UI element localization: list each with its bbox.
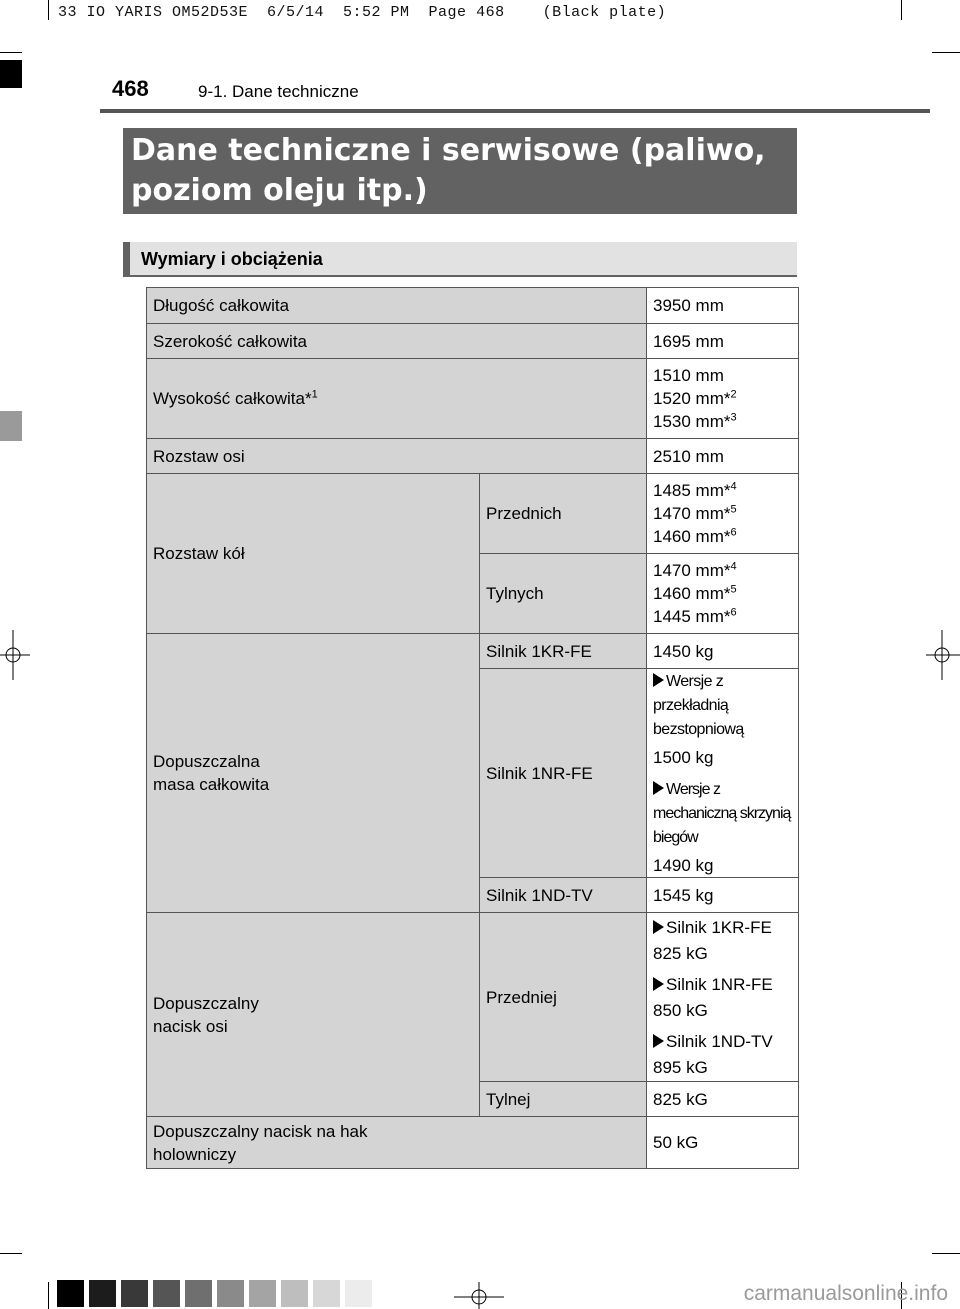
triangle-bullet-icon <box>653 920 664 934</box>
row-label: Szerokość całkowita <box>147 324 647 359</box>
row-value: 50 kG <box>647 1117 799 1169</box>
footnote-ref: 4 <box>730 480 737 493</box>
color-swatch <box>313 1280 340 1307</box>
triangle-bullet-icon <box>653 1034 664 1048</box>
crop-mark <box>0 1253 22 1254</box>
registration-mark-icon <box>924 630 960 680</box>
color-swatch <box>217 1280 244 1307</box>
row-label <box>147 1117 647 1169</box>
row-value: 3950 mm <box>647 288 799 324</box>
dimensions-table <box>146 287 799 1169</box>
color-swatch <box>89 1280 116 1307</box>
value-text: 1530 mm* <box>653 412 731 431</box>
page-number: 468 <box>112 76 149 101</box>
row-value: 1450 kg <box>647 634 799 669</box>
sub-label: Tylnych <box>480 554 647 634</box>
edge-tab-black <box>0 60 22 88</box>
table-row <box>147 439 799 474</box>
option-value: 850 kG <box>653 1000 708 1020</box>
option-value: 825 kG <box>653 943 708 963</box>
label-line: masa całkowita <box>153 775 270 794</box>
option-label: Silnik 1KR-FE <box>666 917 772 937</box>
page-title-line: poziom oleju itp.) <box>131 173 428 208</box>
table-row <box>147 913 799 1082</box>
registration-mark-icon <box>454 1282 504 1309</box>
value-line <box>653 502 792 525</box>
row-value <box>647 359 799 439</box>
color-swatch <box>345 1280 372 1307</box>
option-line <box>653 973 792 996</box>
value-text: 1460 mm* <box>653 527 731 546</box>
label-line: nacisk osi <box>153 1016 228 1036</box>
row-label: Rozstaw osi <box>147 439 647 474</box>
sub-label: Silnik 1NR-FE <box>480 669 647 878</box>
header-rule <box>100 109 930 113</box>
value-line: 1510 mm <box>653 366 724 385</box>
subsection-rule <box>123 275 797 277</box>
value-line <box>653 410 792 433</box>
footnote-ref: 2 <box>730 388 737 401</box>
triangle-bullet-icon <box>653 781 664 795</box>
sub-label: Przednich <box>480 474 647 554</box>
color-swatch <box>121 1280 148 1307</box>
table-row <box>147 359 799 439</box>
option-value: 1490 kg <box>653 856 714 875</box>
row-value <box>647 913 799 1082</box>
section-label: 9-1. Dane techniczne <box>198 82 359 101</box>
crop-mark <box>48 1282 49 1309</box>
footnote-ref: 1 <box>311 388 318 401</box>
print-slug: 33 IO YARIS OM52D53E 6/5/14 5:52 PM Page 468 (Black plate) <box>58 4 667 21</box>
value-text: 1485 mm* <box>653 481 731 500</box>
watermark: carmanualsonline.info <box>743 1282 948 1305</box>
color-swatch <box>185 1280 212 1307</box>
page-title-line: Dane techniczne i serwisowe (paliwo, <box>131 133 766 168</box>
option-line <box>653 916 792 939</box>
option-line <box>653 1030 792 1053</box>
row-value: 2510 mm <box>647 439 799 474</box>
color-calibration-bar <box>57 1280 372 1307</box>
crop-mark <box>0 52 22 53</box>
page-title <box>123 128 797 214</box>
sub-label: Silnik 1ND-TV <box>480 878 647 913</box>
footnote-ref: 6 <box>730 526 737 539</box>
value-text: 1470 mm* <box>653 504 731 523</box>
label-line: holowniczy <box>153 1144 237 1164</box>
value-text: 1460 mm* <box>653 584 731 603</box>
value-line <box>653 559 792 582</box>
color-swatch <box>249 1280 276 1307</box>
table-row <box>147 634 799 669</box>
option-label: Silnik 1ND-TV <box>666 1031 773 1051</box>
option-line <box>653 669 792 741</box>
table-row <box>147 1117 799 1169</box>
value-line <box>653 525 792 548</box>
sub-label: Tylnej <box>480 1082 647 1117</box>
table-row <box>147 288 799 324</box>
row-label <box>147 359 647 439</box>
row-label <box>147 913 480 1117</box>
row-value <box>647 669 799 878</box>
color-swatch <box>281 1280 308 1307</box>
value-text: 1445 mm* <box>653 607 731 626</box>
footnote-ref: 3 <box>730 411 737 424</box>
option-value: 1500 kg <box>653 748 714 767</box>
row-label: Rozstaw kół <box>147 474 480 634</box>
value-text: 1470 mm* <box>653 561 731 580</box>
option-label: Wersje z przekładnią bezstopniową <box>653 673 744 738</box>
value-line <box>653 387 792 410</box>
row-value: 1545 kg <box>647 878 799 913</box>
table-row <box>147 474 799 554</box>
triangle-bullet-icon <box>653 977 664 991</box>
row-value: 825 kG <box>647 1082 799 1117</box>
edge-tab-section <box>0 411 22 441</box>
option-label: Silnik 1NR-FE <box>666 974 773 994</box>
footnote-ref: 4 <box>730 560 737 573</box>
footnote-ref: 6 <box>730 606 737 619</box>
crop-mark <box>48 0 49 20</box>
registration-mark-icon <box>0 630 30 680</box>
row-label <box>147 634 480 913</box>
value-line <box>653 582 792 605</box>
table-row <box>147 324 799 359</box>
triangle-bullet-icon <box>653 673 664 687</box>
label-line: Dopuszczalny nacisk na hak <box>153 1121 368 1141</box>
label-line: Dopuszczalny <box>153 993 259 1013</box>
value-line <box>653 479 792 502</box>
label-line: Dopuszczalna <box>153 752 260 771</box>
row-value <box>647 474 799 554</box>
crop-mark <box>932 1253 960 1254</box>
value-text: 1520 mm* <box>653 389 731 408</box>
sub-label: Silnik 1KR-FE <box>480 634 647 669</box>
row-value <box>647 554 799 634</box>
footnote-ref: 5 <box>730 503 737 516</box>
label-text: Wysokość całkowita* <box>153 389 312 408</box>
footnote-ref: 5 <box>730 583 737 596</box>
row-label: Długość całkowita <box>147 288 647 324</box>
crop-mark <box>932 52 960 53</box>
sub-label: Przedniej <box>480 913 647 1082</box>
option-value: 895 kG <box>653 1057 708 1077</box>
subsection-heading: Wymiary i obciążenia <box>123 242 797 276</box>
row-value: 1695 mm <box>647 324 799 359</box>
option-line <box>653 777 792 849</box>
color-swatch <box>57 1280 84 1307</box>
value-line <box>653 605 792 628</box>
option-label: Wersje z mechaniczną skrzynią biegów <box>653 781 791 846</box>
color-swatch <box>153 1280 180 1307</box>
crop-mark <box>901 0 902 20</box>
